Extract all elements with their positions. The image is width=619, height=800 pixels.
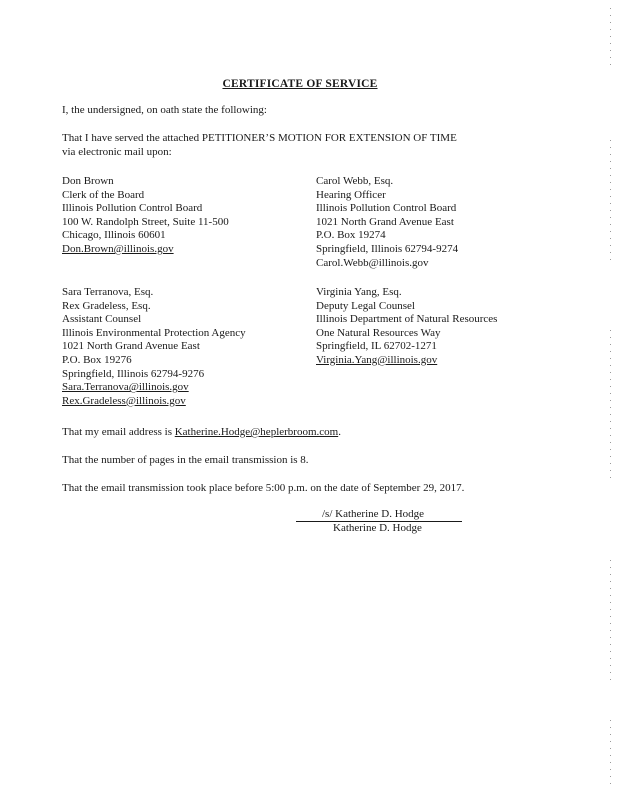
recipient-block-virginia-yang — [316, 286, 497, 368]
recipient-line: Rex Gradeless, Esq. — [62, 299, 151, 312]
recipient-email-link[interactable]: Virginia.Yang@illinois.gov — [316, 353, 438, 366]
sender-email-link[interactable]: Katherine.Hodge@heplerbroom.com — [174, 426, 339, 438]
recipient-line: One Natural Resources Way — [316, 326, 441, 339]
recipient-line: Illinois Department of Natural Resources — [316, 313, 498, 326]
electronic-signature: /s/ Katherine D. Hodge — [322, 508, 425, 520]
served-statement-line-1: That I have served the attached PETITIONER’S MOTION FOR EXTENSION OF TIME — [62, 132, 457, 144]
recipient-line: 100 W. Randolph Street, Suite 11-500 — [62, 215, 229, 228]
recipient-line: Hearing Officer — [316, 188, 386, 201]
recipient-line: Carol Webb, Esq. — [316, 175, 394, 187]
recipient-line: Virginia Yang, Esq. — [316, 286, 402, 298]
scan-edge-mark — [610, 8, 611, 68]
email-statement-suffix: . — [338, 426, 341, 438]
recipient-line: 1021 North Grand Avenue East — [62, 340, 200, 353]
recipient-line: Springfield, Illinois 62794-9276 — [62, 367, 205, 380]
recipient-block-carol-webb — [316, 175, 458, 270]
recipient-line: Carol.Webb@illinois.gov — [316, 256, 429, 269]
signer-name: Katherine D. Hodge — [333, 522, 422, 534]
recipient-block-don-brown — [62, 175, 229, 257]
scan-edge-mark — [610, 330, 611, 480]
scan-edge-mark — [610, 140, 611, 260]
recipient-email-link[interactable]: Rex.Gradeless@illinois.gov — [62, 394, 186, 407]
scan-edge-mark — [610, 720, 611, 790]
recipient-line: Assistant Counsel — [62, 313, 142, 326]
recipient-line: Clerk of the Board — [62, 188, 145, 201]
recipient-email-link[interactable]: Don.Brown@illinois.gov — [62, 242, 174, 255]
scan-edge-mark — [610, 560, 611, 680]
time-statement: That the email transmission took place before 5:00 p.m. on the date of September 29, 2017. — [62, 482, 465, 494]
recipient-email-link[interactable]: Sara.Terranova@illinois.gov — [62, 381, 189, 394]
recipient-line: Don Brown — [62, 175, 114, 187]
email-statement-prefix: That my email address is — [62, 426, 175, 438]
email-statement — [62, 426, 341, 440]
recipient-line: Illinois Pollution Control Board — [316, 202, 457, 215]
recipient-line: Illinois Pollution Control Board — [62, 202, 203, 215]
recipient-line: 1021 North Grand Avenue East — [316, 215, 454, 228]
recipient-line: Illinois Environmental Protection Agency — [62, 326, 246, 339]
document-title: CERTIFICATE OF SERVICE — [222, 78, 378, 90]
pages-statement: That the number of pages in the email transmission is 8. — [62, 454, 309, 466]
recipient-block-epa — [62, 286, 246, 408]
recipient-line: P.O. Box 19276 — [62, 353, 132, 366]
recipient-line: Springfield, Illinois 62794-9274 — [316, 242, 459, 255]
recipient-line: P.O. Box 19274 — [316, 229, 386, 242]
recipient-line: Sara Terranova, Esq. — [62, 286, 154, 298]
recipient-line: Springfield, IL 62702-1271 — [316, 340, 437, 353]
intro-statement: I, the undersigned, on oath state the following: — [62, 104, 267, 116]
served-statement-line-2: via electronic mail upon: — [62, 146, 172, 158]
recipient-line: Deputy Legal Counsel — [316, 299, 415, 312]
recipient-line: Chicago, Illinois 60601 — [62, 229, 166, 242]
